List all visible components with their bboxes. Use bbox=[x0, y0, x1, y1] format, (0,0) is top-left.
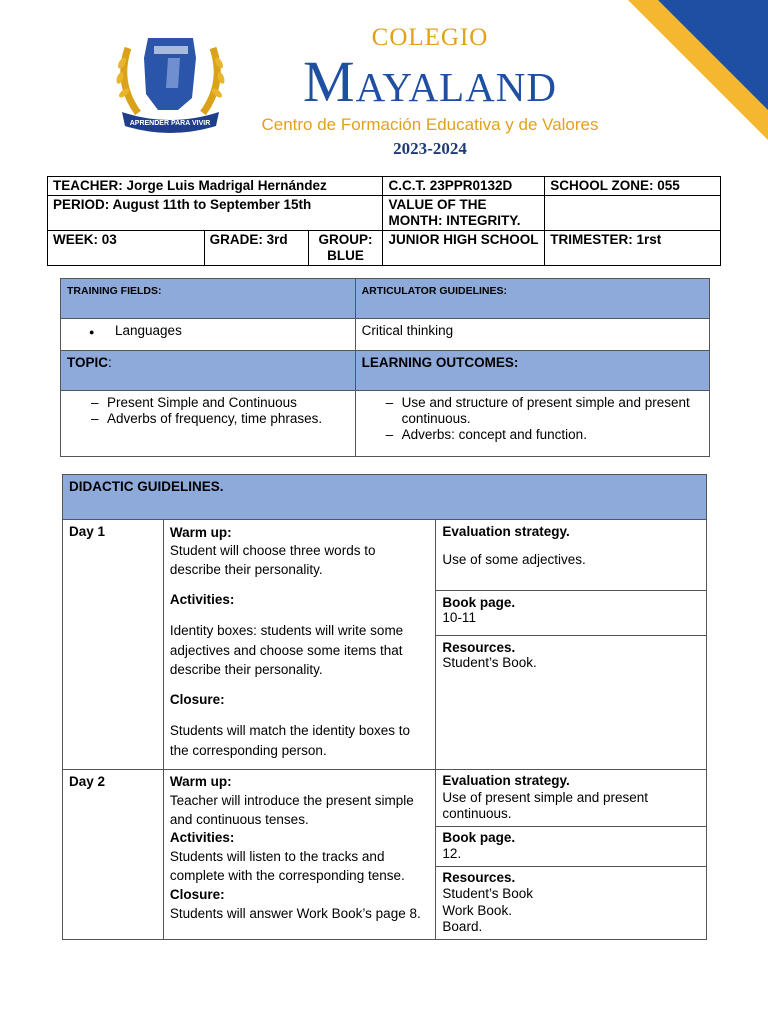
evaluation-label: Evaluation strategy. bbox=[442, 773, 570, 788]
outcome-item: – Adverbs: concept and function. bbox=[362, 427, 703, 443]
period-cell: PERIOD: August 11th to September 15th bbox=[48, 196, 383, 231]
articulator-header: ARTICULATOR GUIDELINES: bbox=[355, 279, 709, 319]
topic-item: – Present Simple and Continuous bbox=[67, 395, 349, 411]
closure-label: Closure: bbox=[169, 691, 225, 707]
training-field-item: ● Languages bbox=[67, 323, 349, 339]
closure-label: Closure: bbox=[169, 886, 225, 902]
teacher-cell: TEACHER: Jorge Luis Madrigal Hernández bbox=[48, 177, 383, 196]
day-2-label: Day 2 bbox=[69, 774, 106, 789]
fields-table bbox=[60, 278, 710, 457]
topic-header-colon: : bbox=[108, 355, 112, 370]
didactic-header-label: DIDACTIC GUIDELINES. bbox=[69, 479, 224, 494]
topic-header bbox=[61, 351, 356, 391]
book-page-text: 12. bbox=[442, 846, 462, 861]
didactic-header bbox=[63, 475, 707, 520]
warmup-text: Teacher will introduce the present simple and continuous tenses. bbox=[169, 792, 414, 827]
resources-label: Resources. bbox=[442, 869, 516, 885]
outcome-item: – Use and structure of present simple and present continuous. bbox=[362, 395, 703, 427]
outcomes-header: LEARNING OUTCOMES: bbox=[355, 351, 709, 391]
didactic-table bbox=[62, 474, 707, 940]
cct-cell: C.C.T. 23PPR0132D bbox=[383, 177, 545, 196]
topics-cell bbox=[61, 391, 356, 457]
activities-label: Activities: bbox=[169, 830, 235, 846]
day-2-evaluation bbox=[436, 770, 707, 940]
info-table bbox=[47, 176, 721, 266]
topic-item: – Adverbs of frequency, time phrases. bbox=[67, 411, 349, 427]
day-label bbox=[63, 520, 164, 770]
evaluation-text: Use of present simple and present continuous. bbox=[442, 789, 649, 821]
day-1-plan bbox=[163, 520, 436, 770]
trimester-cell: TRIMESTER: 1rst bbox=[545, 231, 721, 266]
resources-label: Resources. bbox=[442, 640, 516, 655]
resources-text: Student’s Book. bbox=[442, 655, 537, 670]
corner-decoration bbox=[598, 0, 768, 170]
day-1-label: Day 1 bbox=[69, 524, 106, 539]
warmup-label: Warm up: bbox=[169, 774, 232, 789]
evaluation-text: Use of some adjectives. bbox=[442, 552, 586, 567]
book-page-text: 10-11 bbox=[442, 610, 476, 625]
closure-text: Students will answer Work Book’s page 8. bbox=[169, 905, 421, 921]
level-cell: JUNIOR HIGH SCHOOL bbox=[383, 231, 545, 266]
brand-subtitle: Centro de Formación Educativa y de Valores bbox=[261, 115, 599, 134]
activities-text: Identity boxes: students will write some adjectives and choose some items that describe their personality. bbox=[169, 623, 404, 677]
logo-ribbon-text: APRENDER PARA VIVIR bbox=[129, 120, 211, 127]
day-1-evaluation bbox=[436, 520, 707, 770]
value-cell: VALUE OF THE MONTH: INTEGRITY. bbox=[383, 196, 545, 231]
empty-cell bbox=[545, 196, 721, 231]
warmup-text: Student will choose three words to describe their personality. bbox=[169, 542, 376, 577]
brand-colegio: COLEGIO bbox=[371, 24, 489, 51]
school-logo bbox=[108, 28, 233, 138]
training-fields-value bbox=[61, 319, 356, 351]
book-page-label: Book page. bbox=[442, 595, 516, 610]
resources-text: Student’s Book bbox=[442, 886, 533, 901]
resources-text: Work Book. bbox=[442, 902, 512, 918]
week-cell: WEEK: 03 bbox=[48, 231, 205, 266]
grade-cell: GRADE: 3rd bbox=[204, 231, 308, 266]
activities-label: Activities: bbox=[169, 591, 235, 607]
day-label bbox=[63, 770, 164, 940]
training-fields-header: TRAINING FIELDS: bbox=[61, 279, 356, 319]
topic-header-label: TOPIC bbox=[67, 355, 109, 370]
resources-text: Board. bbox=[442, 919, 483, 934]
school-zone-cell: SCHOOL ZONE: 055 bbox=[545, 177, 721, 196]
warmup-label: Warm up: bbox=[169, 525, 232, 540]
brand-name: Mayaland bbox=[303, 49, 557, 114]
group-cell: GROUP: BLUE bbox=[308, 231, 383, 266]
outcomes-cell bbox=[355, 391, 709, 457]
school-year: 2023-2024 bbox=[393, 139, 467, 158]
articulator-value: Critical thinking bbox=[355, 319, 709, 351]
evaluation-label: Evaluation strategy. bbox=[442, 524, 570, 539]
brand-block bbox=[250, 24, 610, 160]
closure-text: Students will match the identity boxes to the corresponding person. bbox=[169, 723, 410, 758]
activities-text: Students will listen to the tracks and complete with the corresponding tense. bbox=[169, 849, 405, 883]
day-2-plan bbox=[163, 770, 436, 940]
book-page-label: Book page. bbox=[442, 829, 516, 845]
